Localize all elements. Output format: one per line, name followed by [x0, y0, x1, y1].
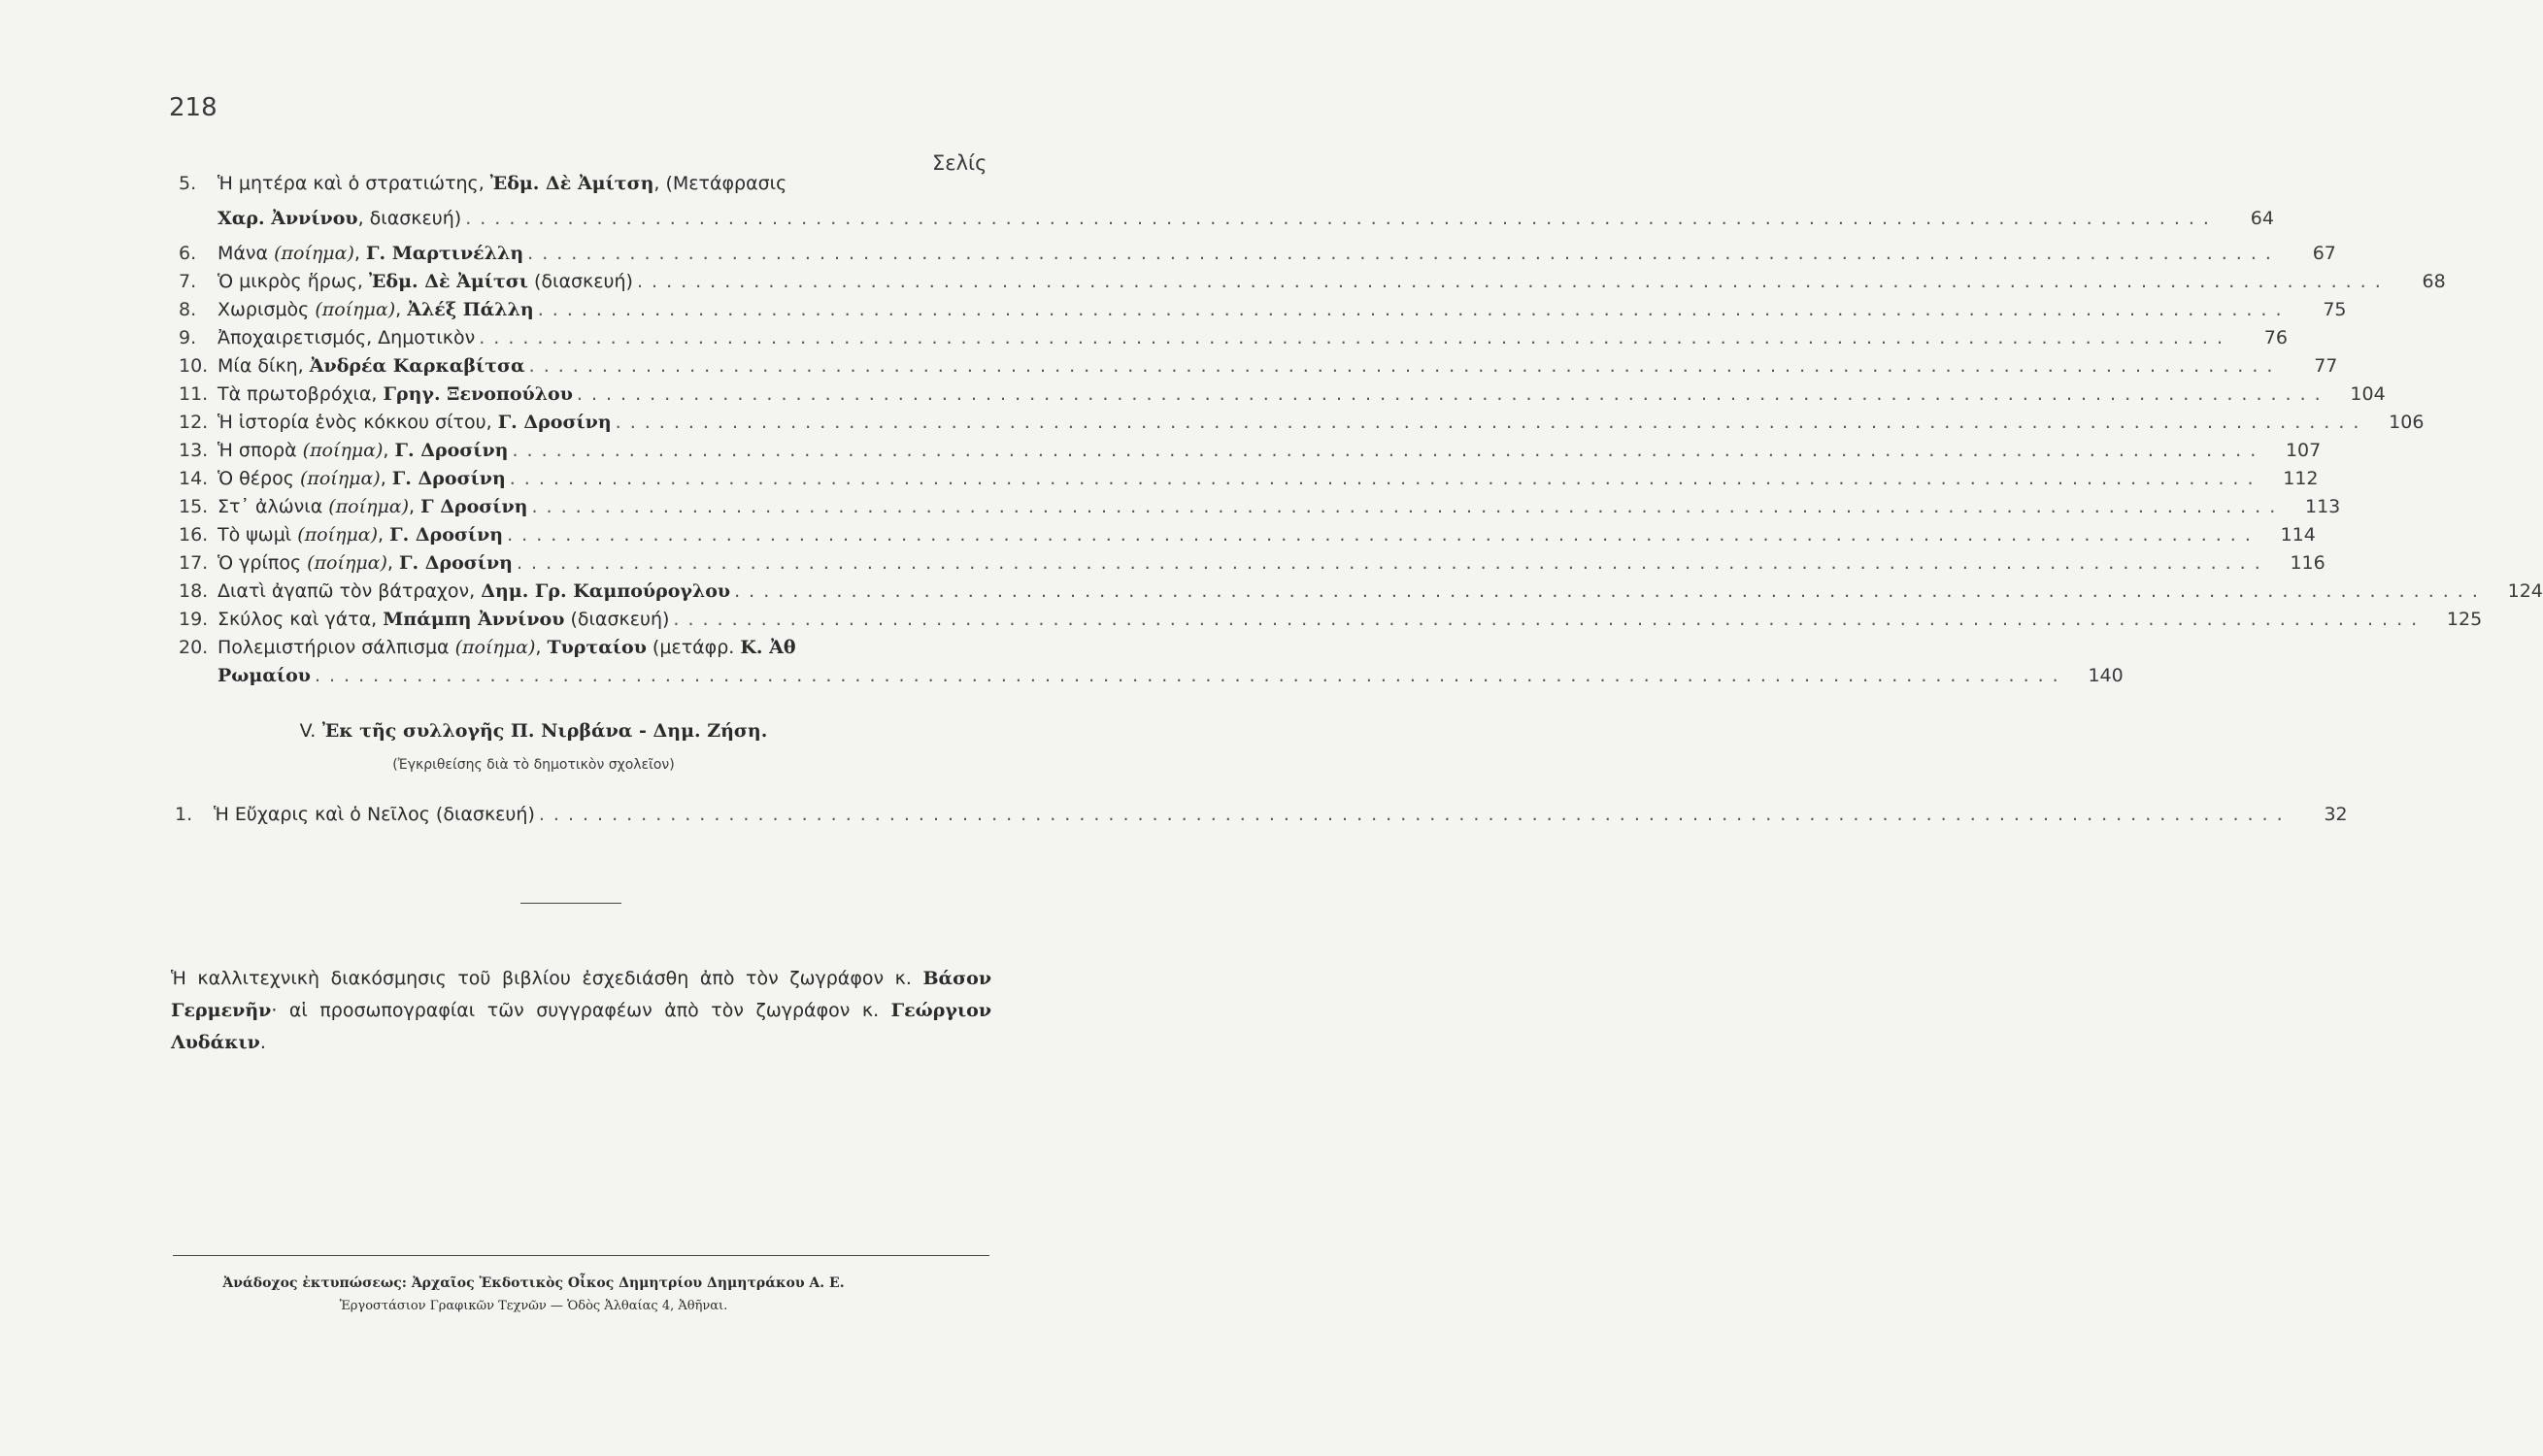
entry-title	[217, 665, 311, 686]
credit-portrait-artist-name: Γεώργιον Λυδάκιν	[171, 1000, 991, 1053]
leader-dots: ........................................................................................................................	[636, 271, 2390, 292]
entry-page-number: 116	[2290, 552, 2326, 574]
entry-text: Χωρισμὸς	[217, 299, 316, 320]
entry-title	[217, 173, 786, 194]
leader-dots: ........................................................................................................................	[507, 524, 2259, 546]
entry-text: ,	[409, 496, 421, 517]
entry-author: Ρωμαίου	[217, 665, 311, 686]
leader-dots: ........................................................................................................................	[528, 355, 2282, 377]
entry-page-number: 67	[2312, 243, 2336, 264]
leader-dots: ........................................................................................................................	[538, 804, 2292, 825]
entry-page-number: 113	[2304, 496, 2341, 517]
entry-title	[217, 440, 508, 461]
entry-number: 16.	[179, 524, 209, 546]
entry-author: Γ. Δροσίνη	[394, 440, 509, 461]
entry-title	[217, 271, 633, 292]
entry-page-number: 112	[2283, 468, 2319, 489]
toc-row	[179, 355, 2338, 383]
entry-text: , (Μετάφρασις	[653, 173, 787, 194]
entry-number: 15.	[179, 496, 209, 517]
entry-text: ,	[380, 468, 392, 489]
entry-text: Στ᾽ ἀλώνια	[217, 496, 329, 517]
entry-title	[217, 637, 796, 658]
page-number: 218	[169, 93, 217, 122]
entry-text: ,	[378, 524, 390, 546]
entry-title	[217, 327, 475, 348]
entry-page-number: 75	[2323, 299, 2347, 320]
printer-address: Ἐργοστάσιον Γραφικῶν Τεχνῶν — Ὁδὸς Ἀλθαίας 4, Ἀθῆναι.	[339, 1299, 728, 1313]
entry-page-number: 64	[2250, 208, 2274, 229]
credit-text: · αἱ προσωπογραφίαι τῶν συγγραφέων ἀπὸ τὸν ζωγράφον κ.	[271, 1000, 891, 1021]
entry-text: Πολεμιστήριον σάλπισμα	[217, 637, 455, 658]
toc-row	[179, 299, 2347, 327]
entry-number: 5.	[179, 173, 197, 194]
entry-author: Ἐδμ. Δὲ Ἀμίτση	[489, 173, 654, 194]
entry-genre: (ποίημα)	[299, 468, 381, 489]
entry-author: Γ. Δροσίνη	[399, 552, 513, 574]
leader-dots: ........................................................................................................................	[576, 383, 2329, 405]
toc-row	[175, 804, 2348, 832]
entry-number: 7.	[179, 271, 197, 292]
leader-dots: ........................................................................................................................	[512, 440, 2265, 461]
entry-number: 1.	[175, 804, 193, 825]
toc-row	[179, 665, 2124, 693]
entry-title	[217, 299, 534, 320]
entry-title	[217, 355, 525, 377]
entry-text: Ὁ γρίπος	[217, 552, 308, 574]
leader-dots: ........................................................................................................................	[537, 299, 2291, 320]
entry-title	[217, 496, 528, 517]
entry-page-number: 68	[2422, 271, 2446, 292]
entry-genre: (ποίημα)	[274, 243, 354, 264]
toc-row	[179, 173, 990, 208]
entry-author: Γ Δροσίνη	[420, 496, 528, 517]
entry-page-number: 140	[2088, 665, 2124, 686]
toc-row	[179, 440, 2322, 468]
entry-number: 6.	[179, 243, 197, 264]
entry-text: Μία δίκη,	[217, 355, 310, 377]
leader-dots: ........................................................................................................................	[516, 552, 2269, 574]
entry-number: 11.	[179, 383, 209, 405]
entry-page-number: 76	[2263, 327, 2288, 348]
entry-page-number: 114	[2280, 524, 2316, 546]
entry-text: ,	[383, 440, 395, 461]
entry-text: Ἡ Εὔχαρις καὶ ὁ Νεῖλος (διασκευή)	[214, 804, 535, 825]
entry-text: Ἀποχαιρετισμός, Δημοτικὸν	[217, 327, 476, 348]
entry-author: Κ. Ἀθ	[740, 637, 796, 658]
printer-imprint: Ἀνάδοχος ἐκτυπώσεως: Ἀρχαῖος Ἐκδοτικὸς Οἶκος Δημητρίου Δημητράκου Α. Ε.	[222, 1275, 845, 1291]
leader-dots: ........................................................................................................................	[673, 609, 2426, 630]
entry-text: Ὁ θέρος	[217, 468, 300, 489]
entry-title	[217, 609, 669, 630]
credit-text: Ἡ καλλιτεχνικὴ διακόσμησις τοῦ βιβλίου ἐσχεδιάσθη ἀπὸ τὸν ζωγράφον κ.	[171, 968, 923, 989]
entry-number: 19.	[179, 609, 209, 630]
entry-page-number: 125	[2446, 609, 2483, 630]
entry-genre: (ποίημα)	[307, 552, 387, 574]
leader-dots: ........................................................................................................................	[479, 327, 2231, 348]
entry-author: Γ. Δροσίνη	[391, 468, 506, 489]
leader-dots: ........................................................................................................................	[527, 243, 2280, 264]
entry-author: Τυρταίου	[547, 637, 647, 658]
entry-author: Γ. Δροσίνη	[497, 412, 612, 433]
entry-title	[217, 412, 612, 433]
toc-row	[179, 327, 2288, 355]
toc-row	[179, 552, 2326, 580]
toc-row	[179, 496, 2341, 524]
entry-genre: (ποίημα)	[302, 440, 384, 461]
page-column-header: Σελίς	[932, 151, 987, 175]
illustration-credit	[171, 963, 991, 1059]
entry-author: Ἀνδρέα Καρκαβίτσα	[309, 355, 525, 377]
toc-row	[179, 468, 2319, 496]
leader-dots: ........................................................................................................................	[734, 580, 2487, 602]
leader-dots: ........................................................................................................................	[615, 412, 2368, 433]
entry-number: 8.	[179, 299, 197, 320]
entry-title	[217, 468, 506, 489]
entry-author: Γ. Δροσίνη	[389, 524, 504, 546]
toc-row	[179, 208, 2274, 243]
entry-genre: (ποίημα)	[297, 524, 379, 546]
entry-number: 10.	[179, 355, 209, 377]
entry-text: ,	[535, 637, 548, 658]
entry-text: Τὸ ψωμὶ	[217, 524, 298, 546]
entry-title	[217, 524, 503, 546]
entry-text: Τὰ πρωτοβρόχια,	[217, 383, 384, 405]
entry-page-number: 107	[2285, 440, 2322, 461]
entry-title	[217, 243, 523, 264]
divider-short	[520, 903, 621, 904]
entry-author: Γρηγ. Ξενοπούλου	[383, 383, 573, 405]
entry-text: Διατὶ ἀγαπῶ τὸν βάτραχον,	[217, 580, 482, 602]
section-heading	[0, 720, 1067, 742]
entry-text: Σκύλος καὶ γάτα,	[217, 609, 384, 630]
toc-row	[179, 412, 2425, 440]
table-of-contents-section-v	[175, 804, 2348, 832]
entry-number: 14.	[179, 468, 209, 489]
entry-text: Ἡ μητέρα καὶ ὁ στρατιώτης,	[217, 173, 490, 194]
credit-text: .	[259, 1032, 266, 1053]
entry-text: Μάνα	[217, 243, 275, 264]
entry-text: (διασκευή)	[527, 271, 633, 292]
leader-dots: ........................................................................................................................	[531, 496, 2285, 517]
section-note: (Ἐγκριθείσης διὰ τὸ δημοτικὸν σχολεῖον)	[392, 757, 675, 773]
entry-text: ,	[386, 552, 400, 574]
entry-text: Ἡ σπορὰ	[217, 440, 303, 461]
entry-text: ,	[353, 243, 366, 264]
entry-title	[217, 552, 513, 574]
leader-dots: ........................................................................................................................	[314, 665, 2067, 686]
entry-number: 9.	[179, 327, 197, 348]
entry-page-number: 124	[2507, 580, 2543, 602]
entry-number: 13.	[179, 440, 209, 461]
entry-number: 17.	[179, 552, 209, 574]
toc-row	[179, 524, 2316, 552]
entry-text: (μετάφρ.	[646, 637, 741, 658]
entry-author: Χαρ. Ἀννίνου	[217, 208, 358, 229]
toc-row	[179, 637, 990, 665]
entry-author: Ἀλέξ Πάλλη	[407, 299, 534, 320]
entry-page-number: 77	[2314, 355, 2338, 377]
entry-page-number: 104	[2350, 383, 2386, 405]
divider-long	[173, 1255, 989, 1256]
entry-genre: (ποίημα)	[454, 637, 536, 658]
entry-text: ,	[395, 299, 408, 320]
entry-text: Ὁ μικρὸς ἥρως,	[217, 271, 369, 292]
toc-row	[179, 609, 2483, 637]
entry-text: (διασκευή)	[564, 609, 670, 630]
entry-title	[217, 580, 730, 602]
section-roman-numeral: V.	[299, 720, 317, 742]
entry-page-number: 106	[2389, 412, 2425, 433]
toc-row	[179, 383, 2386, 412]
entry-title	[217, 383, 573, 405]
entry-number: 12.	[179, 412, 209, 433]
entry-author: Ἐδμ. Δὲ Ἀμίτσι	[369, 271, 528, 292]
entry-page-number: 32	[2324, 804, 2348, 825]
toc-row	[179, 243, 2336, 271]
leader-dots: ........................................................................................................................	[509, 468, 2262, 489]
entry-genre: (ποίημα)	[315, 299, 396, 320]
table-of-contents	[179, 173, 2543, 693]
entry-author: Δημ. Γρ. Καμπούρογλου	[481, 580, 731, 602]
entry-text: , διασκευή)	[357, 208, 462, 229]
entry-author: Μπάμπη Ἀννίνου	[383, 609, 565, 630]
credit-artist-name: Βάσον Γερμενῆν	[171, 968, 991, 1021]
entry-number: 20.	[179, 637, 209, 658]
entry-author: Γ. Μαρτινέλλη	[365, 243, 524, 264]
entry-text: Ἡ ἱστορία ἑνὸς κόκκου σίτου,	[217, 412, 498, 433]
entry-title	[217, 208, 461, 229]
entry-genre: (ποίημα)	[328, 496, 410, 517]
leader-dots: ........................................................................................................................	[465, 208, 2218, 229]
toc-row	[179, 580, 2543, 609]
toc-row	[179, 271, 2446, 299]
section-title-text: Ἐκ τῆς συλλογῆς Π. Νιρβάνα - Δημ. Ζήση.	[321, 720, 768, 742]
entry-number: 18.	[179, 580, 209, 602]
entry-title	[214, 804, 535, 825]
